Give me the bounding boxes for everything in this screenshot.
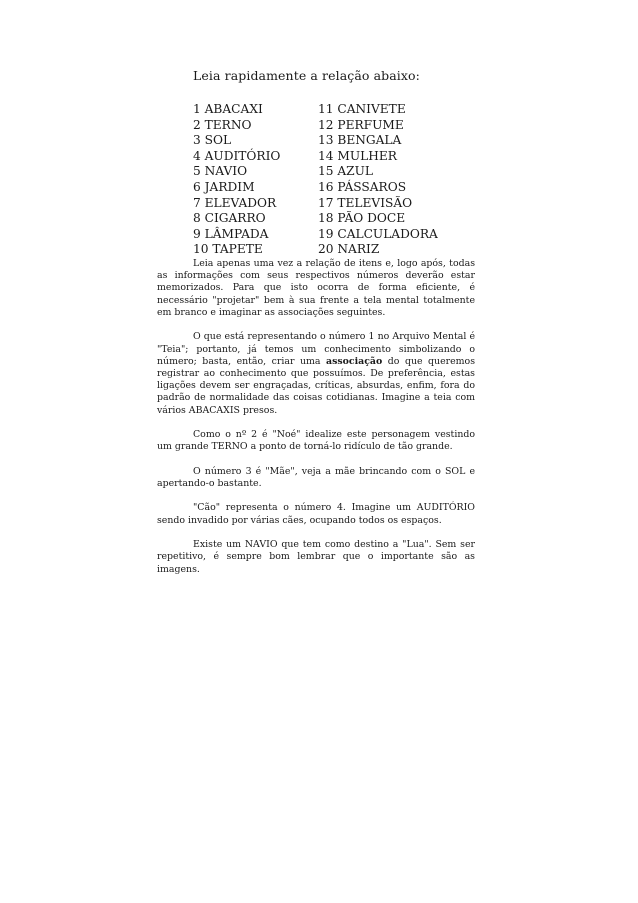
paragraph-number-5: Existe um NAVIO que tem como destino a "Lua". Sem ser repetitivo, é sempre bom lembrar que o importante são as imagens. [157,539,475,575]
paragraph-text: O que está representando o número 1 no Arquivo Mental é "Teia"; portanto, já temos um conhecimento simbolizando o número; basta, então, criar uma [157,331,475,367]
list-item: 5 NAVIO [193,164,248,179]
list-item: 4 AUDITÓRIO [193,148,281,163]
list-item: 19 CALCULADORA [318,226,438,241]
page-heading: Leia rapidamente a relação abaixo: [193,68,420,83]
list-item: 10 TAPETE [193,242,263,257]
list-item: 12 PERFUME [318,117,404,132]
list-item: 6 JARDIM [193,179,255,194]
paragraph-text: do que queremos registrar ao conhecimento que possuímos. De preferência, estas ligações devem ser engraçadas, críticas, absurdas, enfim, fora do padrão de normalidade das coisas cotidianas. Imagine a teia com vários ABACAXIS presos. [157,355,476,416]
list-item: 16 PÁSSAROS [318,179,407,194]
list-item: 8 CIGARRO [193,211,266,226]
list-item: 9 LÂMPADA [193,226,269,241]
list-item: 7 ELEVADOR [193,195,277,210]
word-list-left-column [193,102,280,258]
list-item: 13 BENGALA [318,133,402,148]
list-item: 11 CANIVETE [318,102,406,116]
list-item: 15 AZUL [318,164,374,179]
list-item: 14 MULHER [318,148,397,163]
list-item: 1 ABACAXI [193,102,263,116]
body-text [157,258,475,576]
paragraph-number-2: Como o nº 2 é "Noé" idealize este personagem vestindo um grande TERNO a ponto de torná-lo ridículo de tão grande. [157,429,475,453]
paragraph-number-4: "Cão" representa o número 4. Imagine um AUDITÓRIO sendo invadido por várias cães, ocupando todos os espaços. [157,502,475,526]
paragraph-number-3: O número 3 é "Mãe", veja a mãe brincando com o SOL e apertando-o bastante. [157,465,475,489]
bold-term: associação [326,355,383,367]
list-item: 2 TERNO [193,117,252,132]
word-list-right-column [318,102,438,258]
list-item: 18 PÃO DOCE [318,211,406,226]
list-item: 3 SOL [193,133,232,148]
list-item: 17 TELEVISÃO [318,195,413,210]
list-item: 20 NARIZ [318,242,380,257]
paragraph-association [157,331,475,416]
paragraph-instructions: Leia apenas uma vez a relação de itens e, logo após, todas as informações com seus respectivos números deverão estar memorizados. Para que isto ocorra de forma eficiente, é necessário "projetar" bem à sua frente a tela mental totalmente em branco e imaginar as associações seguintes. [157,258,475,318]
